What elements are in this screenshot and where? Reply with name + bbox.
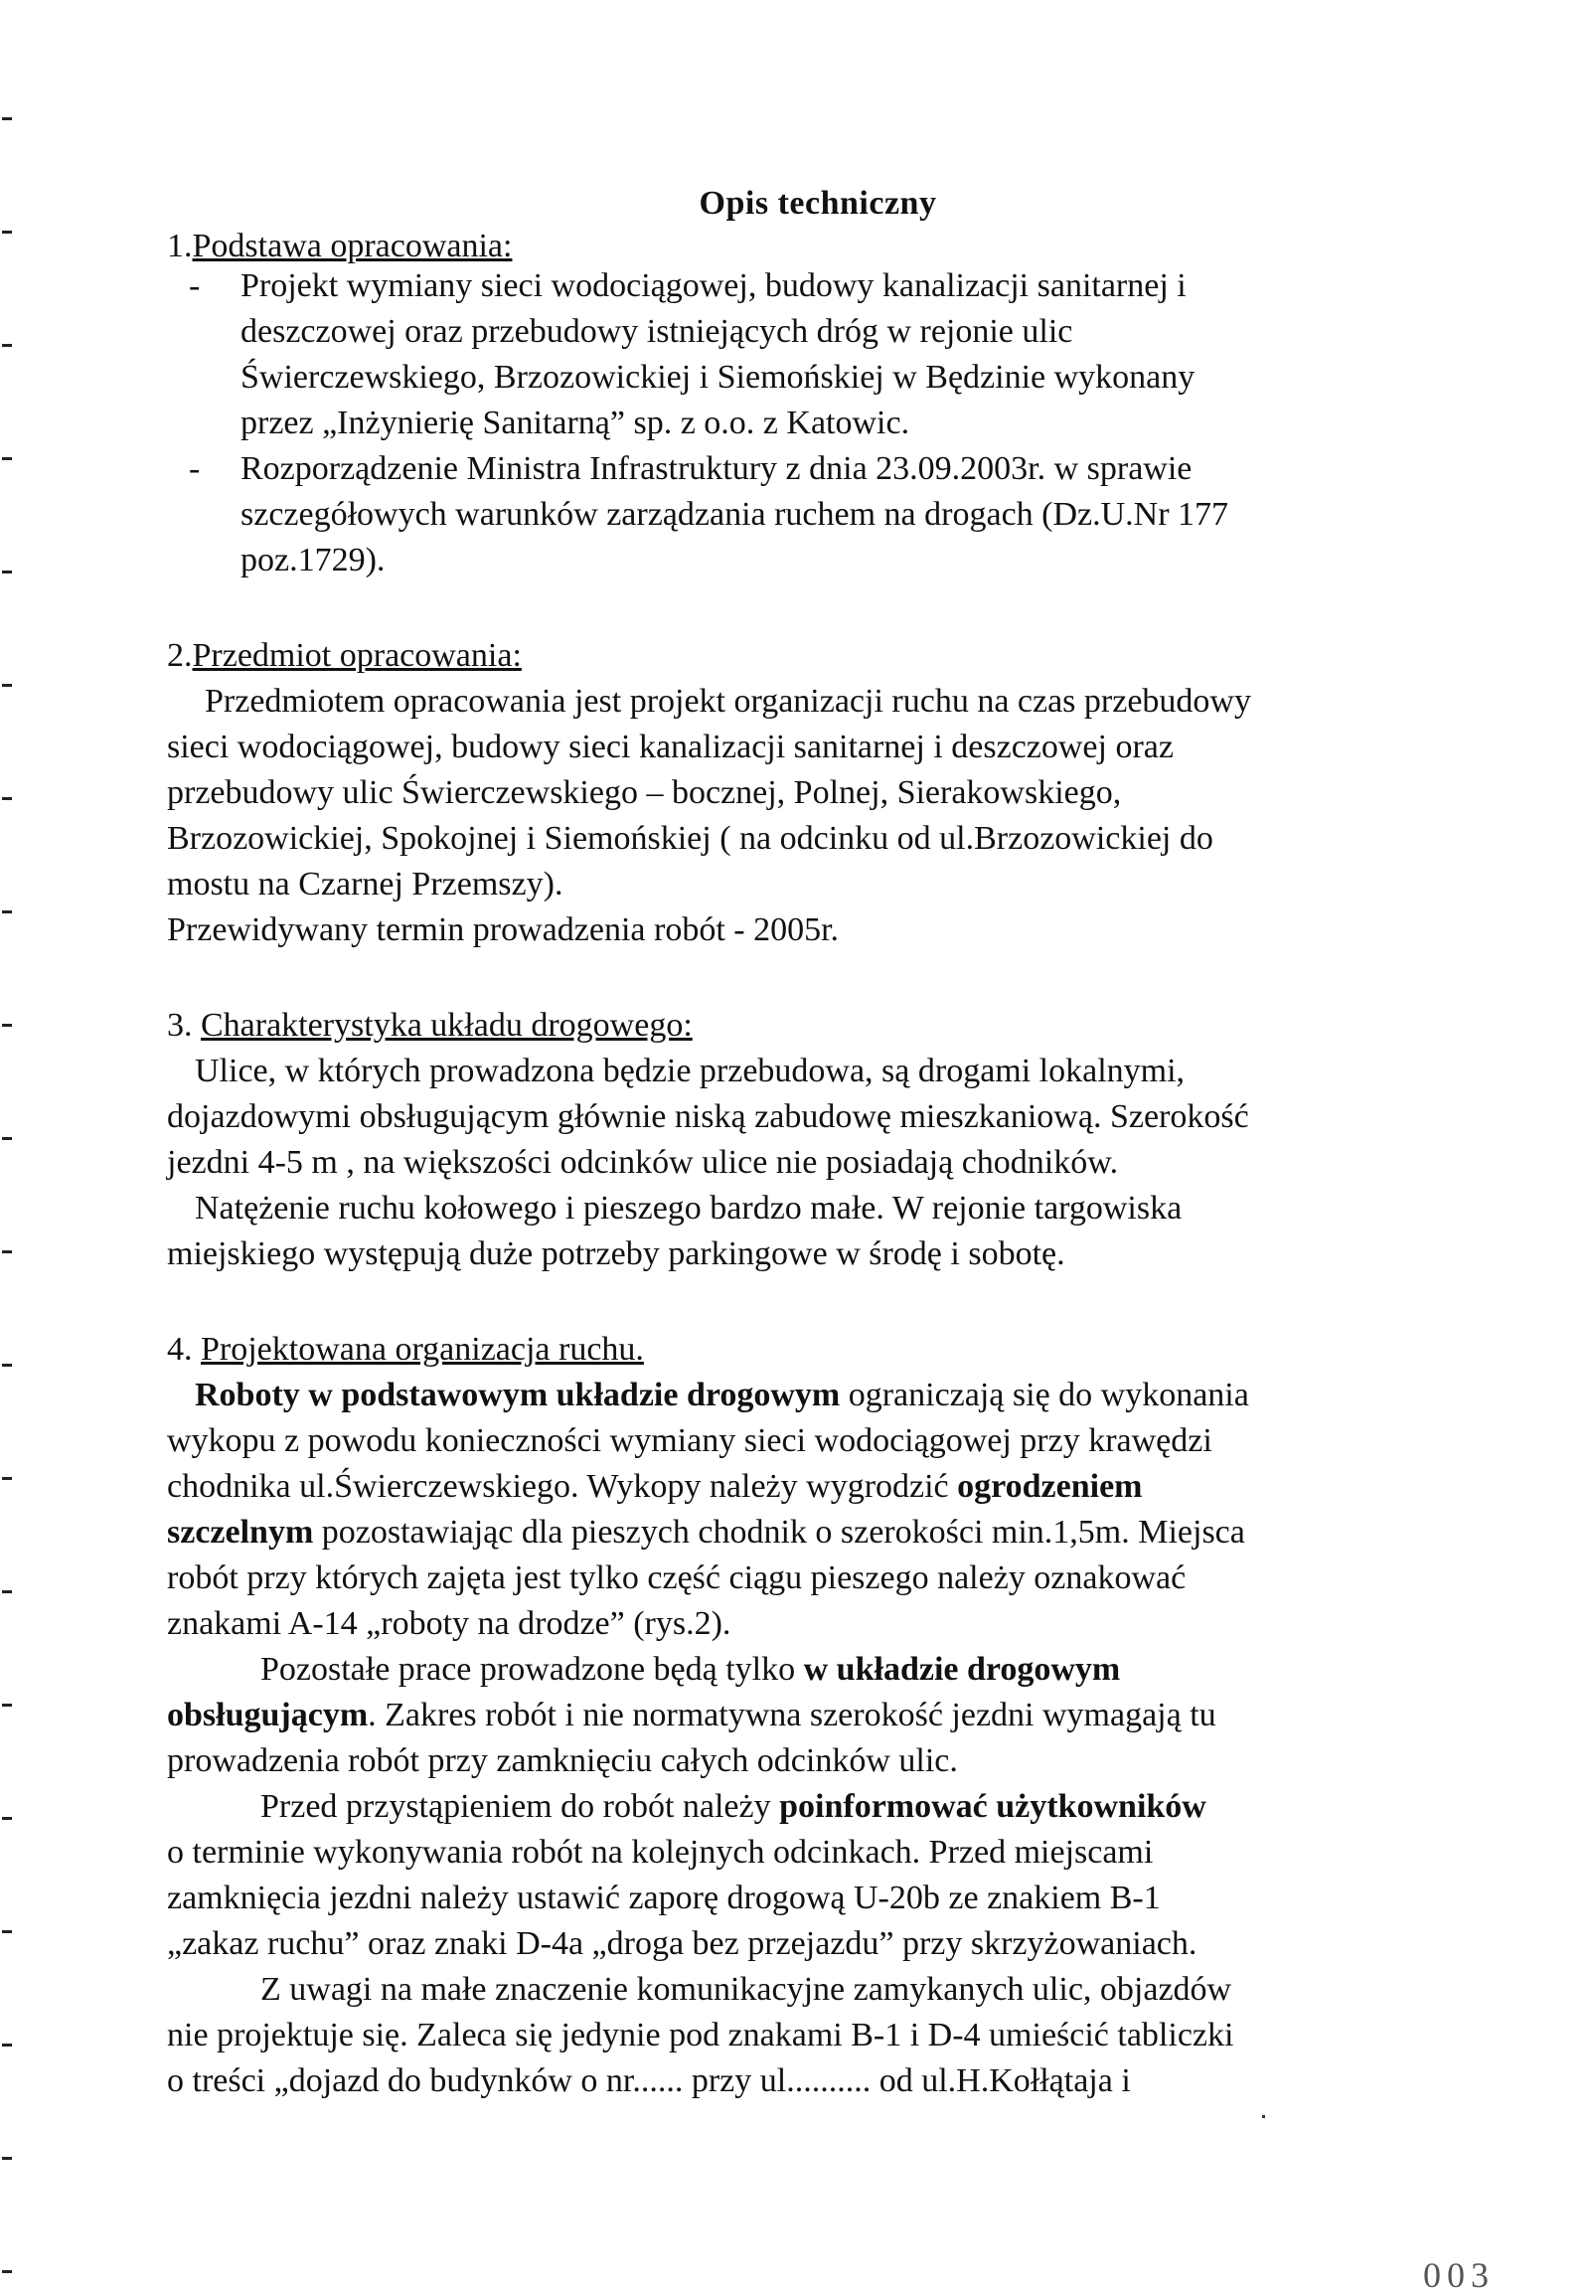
section-2-line: przebudowy ulic Świerczewskiego – bocznej, Polnej, Sierakowskiego, xyxy=(167,774,1122,811)
section-4-p4-line-2: nie projektuje się. Zaleca się jedynie pod znakami B-1 i D-4 umieścić tabliczki xyxy=(167,2017,1234,2053)
section-4-p3-line-4: „zakaz ruchu” oraz znaki D-4a „droga bez przejazdu” przy skrzyżowaniach. xyxy=(167,1925,1197,1962)
section-4-p3-line-2: o terminie wykonywania robót na kolejnych odcinkach. Przed miejscami xyxy=(167,1834,1154,1871)
edge-mark xyxy=(2,684,12,687)
document-title: Opis techniczny xyxy=(699,185,937,222)
edge-mark xyxy=(2,797,12,800)
section-2-line: Przedmiotem opracowania jest projekt organizacji ruchu na czas przebudowy xyxy=(205,683,1251,720)
list-dash: - xyxy=(189,450,201,487)
section-4-p3-line-3: zamknięcia jezdni należy ustawić zaporę drogową U-20b ze znakiem B-1 xyxy=(167,1880,1161,1916)
scan-edge-marks xyxy=(0,0,20,2291)
edge-mark xyxy=(2,2044,12,2047)
list-item-1-line-2: deszczowej oraz przebudowy istniejących dróg w rejonie ulic xyxy=(240,313,1073,350)
section-4-p1-line-5: robót przy których zajęta jest tylko część ciągu pieszego należy oznakować xyxy=(167,1559,1187,1596)
section-4-p3-line-1: Przed przystąpieniem do robót należy poinformować użytkowników xyxy=(260,1788,1206,1825)
section-3-line: Ulice, w których prowadzona będzie przebudowa, są drogami lokalnymi, xyxy=(195,1053,1186,1089)
edge-mark xyxy=(2,231,12,234)
edge-mark xyxy=(2,571,12,574)
list-item-2-line-2: szczegółowych warunków zarządzania ruchem na drogach (Dz.U.Nr 177 xyxy=(240,496,1229,533)
scan-speck xyxy=(1262,2115,1265,2118)
section-4-p4-line-1: Z uwagi na małe znaczenie komunikacyjne zamykanych ulic, objazdów xyxy=(260,1971,1232,2008)
list-dash: - xyxy=(189,267,201,304)
section-2-line: mostu na Czarnej Przemszy). xyxy=(167,866,563,902)
list-item-1-line-1: Projekt wymiany sieci wodociągowej, budowy kanalizacji sanitarnej i xyxy=(240,267,1187,304)
edge-mark xyxy=(2,1364,12,1367)
section-4-heading: 4. Projektowana organizacja ruchu. xyxy=(167,1331,644,1368)
list-item-2-line-3: poz.1729). xyxy=(240,542,386,578)
section-3-line: Natężenie ruchu kołowego i pieszego bardzo małe. W rejonie targowiska xyxy=(195,1190,1183,1227)
section-4-p1-line-6: znakami A-14 „roboty na drodze” (rys.2). xyxy=(167,1605,731,1642)
section-3-line: jezdni 4-5 m , na większości odcinków ulice nie posiadają chodników. xyxy=(167,1144,1119,1181)
page-number: 003 xyxy=(1423,2255,1495,2295)
edge-mark xyxy=(2,1930,12,1933)
edge-mark xyxy=(2,1137,12,1140)
section-1-heading: 1.Podstawa opracowania: xyxy=(167,228,513,264)
edge-mark xyxy=(2,117,12,120)
section-4-p2-line-1: Pozostałe prace prowadzone będą tylko w układzie drogowym xyxy=(260,1651,1121,1688)
section-4-p4-line-3: o treści „dojazd do budynków o nr...... przy ul.......... od ul.H.Kołłątaja i xyxy=(167,2062,1131,2099)
edge-mark xyxy=(2,1250,12,1253)
section-4-p1-line-1: Roboty w podstawowym układzie drogowym ograniczają się do wykonania xyxy=(195,1377,1249,1413)
edge-mark xyxy=(2,910,12,913)
edge-mark xyxy=(2,1590,12,1593)
section-4-p1-line-4: szczelnym pozostawiając dla pieszych chodnik o szerokości min.1,5m. Miejsca xyxy=(167,1514,1245,1551)
section-4-p1-line-3: chodnika ul.Świerczewskiego. Wykopy należy wygrodzić ogrodzeniem xyxy=(167,1468,1143,1505)
section-3-heading: 3. Charakterystyka układu drogowego: xyxy=(167,1007,693,1044)
section-4-p2-line-2: obsługującym. Zakres robót i nie normatywna szerokość jezdni wymagają tu xyxy=(167,1697,1216,1733)
section-2-line: Przewidywany termin prowadzenia robót - 2005r. xyxy=(167,911,840,948)
edge-mark xyxy=(2,344,12,347)
list-item-1-line-4: przez „Inżynierię Sanitarną” sp. z o.o. z Katowic. xyxy=(240,405,910,441)
edge-mark xyxy=(2,2157,12,2160)
list-item-2-line-1: Rozporządzenie Ministra Infrastruktury z dnia 23.09.2003r. w sprawie xyxy=(240,450,1193,487)
edge-mark xyxy=(2,1704,12,1707)
edge-mark xyxy=(2,457,12,460)
section-3-line: miejskiego występują duże potrzeby parkingowe w środę i sobotę. xyxy=(167,1235,1065,1272)
section-4-p1-line-2: wykopu z powodu konieczności wymiany sieci wodociągowej przy krawędzi xyxy=(167,1422,1212,1459)
list-item-1-line-3: Świerczewskiego, Brzozowickiej i Siemońskiej w Będzinie wykonany xyxy=(240,359,1196,396)
edge-mark xyxy=(2,1477,12,1480)
edge-mark xyxy=(2,1024,12,1027)
section-4-p2-line-3: prowadzenia robót przy zamknięciu całych odcinków ulic. xyxy=(167,1742,958,1779)
edge-mark xyxy=(2,2270,12,2273)
section-2-line: Brzozowickiej, Spokojnej i Siemońskiej ( na odcinku od ul.Brzozowickiej do xyxy=(167,820,1213,857)
section-3-line: dojazdowymi obsługującym głównie niską zabudowę mieszkaniową. Szerokość xyxy=(167,1098,1249,1135)
edge-mark xyxy=(2,1817,12,1820)
section-2-heading: 2.Przedmiot opracowania: xyxy=(167,637,522,674)
section-2-line: sieci wodociągowej, budowy sieci kanalizacji sanitarnej i deszczowej oraz xyxy=(167,729,1174,765)
